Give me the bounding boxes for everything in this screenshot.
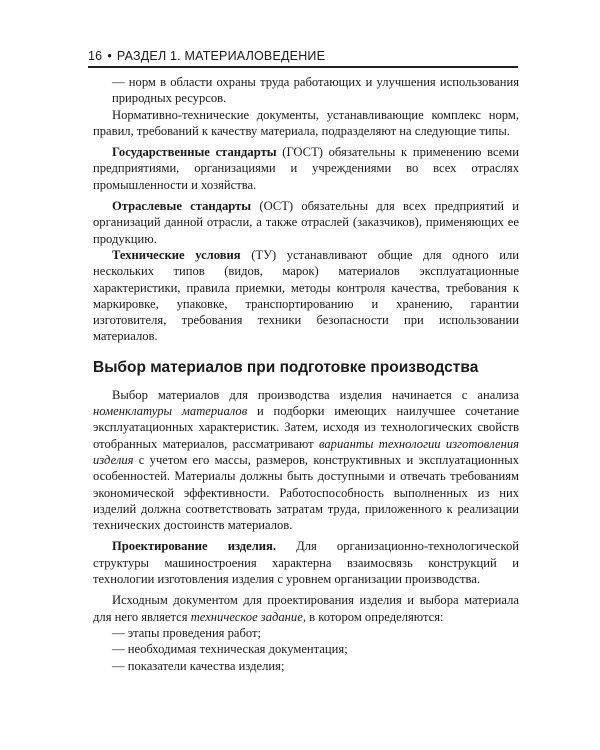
paragraph-tu	[93, 247, 519, 345]
paragraph-selection	[93, 387, 519, 534]
header-rule	[88, 66, 518, 68]
text-segment: , в котором определяются:	[302, 609, 444, 624]
list-item: — необходимая техническая документация;	[112, 642, 348, 657]
list-item: — этапы проведения работ;	[112, 625, 262, 640]
text-segment: с учетом его массы, размеров, конструктивных и эксплуатационных особенностей. Материалы должны быть доступными и отвечать требованиям экономической эффективности. Работоспособность выполненных из них изделий должна соответствовать затратам труда, приложенного к реализации технических достоинств материалов.	[93, 452, 519, 533]
paragraph-gost	[93, 144, 519, 193]
list-item-continuation: — норм в области охраны труда работающих и улучшения использования природных ресурсов.	[112, 75, 519, 106]
paragraph-text: (ОСТ) обязательны для всех предприятий и организаций данной отрасли, а также отраслей (заказчиков), применяющих ее продукцию.	[93, 199, 519, 246]
paragraph-ost	[93, 198, 519, 247]
section-heading: Выбор материалов при подготовке производства	[93, 358, 479, 376]
paragraph-tech-assignment	[93, 592, 519, 625]
term-gost: Государственные стандарты	[112, 145, 277, 160]
text-segment: Исходным документом для проектирования изделия и выбора материала для него является	[93, 593, 519, 624]
text-segment: Выбор материалов для производства изделия начинается с анализа	[112, 387, 519, 402]
paragraph-design	[93, 538, 519, 587]
list-item: — показатели качества изделия;	[112, 658, 285, 673]
running-header	[88, 46, 518, 66]
header-bullet: •	[107, 49, 112, 63]
requirements-list	[93, 625, 519, 674]
term-tu: Технические условия	[112, 247, 241, 262]
term-ost: Отраслевые стандарты	[112, 199, 252, 214]
emphasis-technology-options: варианты технологии изготовления изделия	[93, 436, 519, 467]
paragraph-text: (ГОСТ) обязательны к применению всеми предприятиями, организациями и учреждениями во всех отраслях промышленности и хозяйства.	[93, 145, 519, 192]
text-segment: и подборки имеющих наилучшее сочетание эксплуатационных характеристик. Затем, исходя из технологических свойств отобранных материалов, рассматривают	[93, 404, 519, 451]
paragraph-text: Для организационно-технологической структуры машиностроения характерна взаимосвязь конструкций и технологии изготовления изделия с уровнем организации производства.	[93, 539, 519, 587]
section-name: РАЗДЕЛ 1. МАТЕРИАЛОВЕДЕНИЕ	[116, 49, 326, 63]
emphasis-nomenclature: номенклатуры материалов	[93, 404, 248, 419]
paragraph: Нормативно-технические документы, устанавливающие комплекс норм, правил, требований к качеству материала, подразделяют на следующие типы.	[93, 107, 519, 138]
term-design: Проектирование изделия.	[112, 539, 277, 554]
page-number: 16	[88, 49, 103, 63]
page-body	[93, 74, 519, 674]
emphasis-tech-assignment: техническое задание	[190, 609, 303, 624]
paragraph-text: (ТУ) устанавливают общие для одного или нескольких типов (видов, марок) материалов эксплуатационные характеристики, правила приемки, методы контроля качества, требования к маркировке, упаковке, транспортированию и хранению, гарантии изготовителя, требования техники безопасности при использовании материалов.	[93, 247, 519, 344]
